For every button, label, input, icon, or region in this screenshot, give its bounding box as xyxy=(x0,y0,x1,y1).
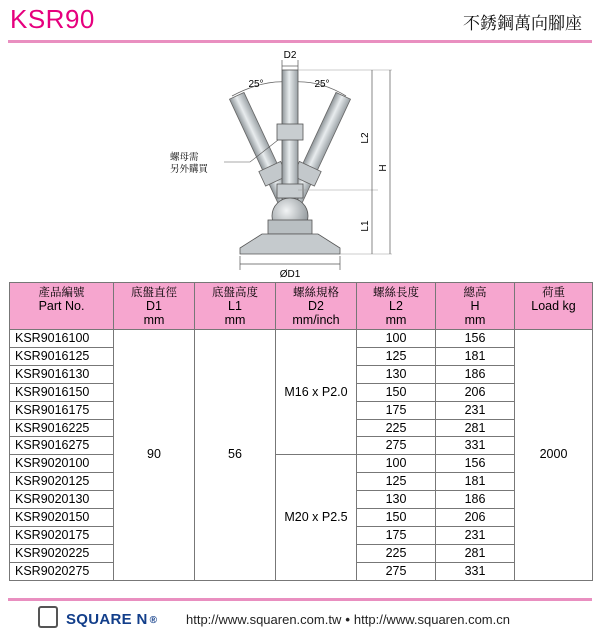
cell-h: 331 xyxy=(436,562,515,580)
cell-l2: 225 xyxy=(357,544,436,562)
link-cn[interactable]: http://www.squaren.com.cn xyxy=(353,612,510,627)
cell-h: 331 xyxy=(436,437,515,455)
ball-housing xyxy=(268,220,312,234)
cell-l2: 125 xyxy=(357,473,436,491)
cell-part-no: KSR9016130 xyxy=(10,365,114,383)
product-title: 不銹鋼萬向腳座 xyxy=(463,14,582,34)
link-tw[interactable]: http://www.squaren.com.tw xyxy=(186,612,342,627)
brand-name: SQUARE N ® xyxy=(66,611,158,628)
cell-l2: 130 xyxy=(357,491,436,509)
header-l1: 底盤高度 L1 mm xyxy=(195,283,276,330)
cell-h: 206 xyxy=(436,509,515,527)
footer-links: http://www.squaren.com.tw • http://www.squaren.com.cn xyxy=(186,612,510,627)
cell-l2: 125 xyxy=(357,347,436,365)
header-d1: 底盤直徑 D1 mm xyxy=(114,283,195,330)
cell-part-no: KSR9020100 xyxy=(10,455,114,473)
cell-h: 156 xyxy=(436,455,515,473)
cell-h: 231 xyxy=(436,526,515,544)
label-angle-left: 25° xyxy=(248,79,264,90)
cell-l2: 100 xyxy=(357,330,436,348)
technical-drawing xyxy=(0,44,600,280)
header-d2: 螺絲規格 D2 mm/inch xyxy=(276,283,357,330)
cell-part-no: KSR9016275 xyxy=(10,437,114,455)
cell-h: 281 xyxy=(436,544,515,562)
label-h: H xyxy=(378,164,389,172)
model-title: KSR90 xyxy=(10,4,95,34)
table-row xyxy=(10,330,593,348)
cell-part-no: KSR9016225 xyxy=(10,419,114,437)
header-load: 荷重 Load kg xyxy=(515,283,593,330)
label-d2: D2 xyxy=(283,50,297,61)
table-row xyxy=(10,455,593,473)
cell-d1: 90 xyxy=(114,330,195,581)
table-header-row xyxy=(10,283,593,330)
header-l2: 螺絲長度 L2 mm xyxy=(357,283,436,330)
cell-part-no: KSR9020175 xyxy=(10,526,114,544)
cell-part-no: KSR9020225 xyxy=(10,544,114,562)
label-angle-right: 25° xyxy=(314,79,330,90)
header-part-no: 產品編號 Part No. xyxy=(10,283,114,330)
cell-part-no: KSR9020130 xyxy=(10,491,114,509)
cell-l1: 56 xyxy=(195,330,276,581)
cell-l2: 175 xyxy=(357,526,436,544)
cell-h: 186 xyxy=(436,491,515,509)
spec-table xyxy=(9,282,593,581)
label-l2: L2 xyxy=(360,132,371,144)
cell-h: 181 xyxy=(436,473,515,491)
header xyxy=(0,0,600,42)
cell-l2: 275 xyxy=(357,437,436,455)
hex-nut-upper xyxy=(277,124,303,140)
cell-l2: 150 xyxy=(357,383,436,401)
cell-part-no: KSR9016150 xyxy=(10,383,114,401)
table-body xyxy=(10,330,593,581)
footer-divider xyxy=(8,598,592,601)
base-plate xyxy=(240,234,340,254)
note-nut-line1: 螺母需 xyxy=(170,152,199,163)
cell-h: 281 xyxy=(436,419,515,437)
cell-l2: 150 xyxy=(357,509,436,527)
cell-part-no: KSR9020150 xyxy=(10,509,114,527)
brand-logo-icon xyxy=(38,606,58,628)
cell-part-no: KSR9016175 xyxy=(10,401,114,419)
note-nut-line2: 另外購買 xyxy=(170,164,209,175)
label-d1: ØD1 xyxy=(279,269,301,280)
cell-l2: 175 xyxy=(357,401,436,419)
cell-thread: M20 x P2.5 xyxy=(276,455,357,580)
cell-part-no: KSR9020125 xyxy=(10,473,114,491)
cell-h: 231 xyxy=(436,401,515,419)
cell-l2: 275 xyxy=(357,562,436,580)
cell-part-no: KSR9016100 xyxy=(10,330,114,348)
cell-part-no: KSR9016125 xyxy=(10,347,114,365)
cell-l2: 100 xyxy=(357,455,436,473)
header-divider xyxy=(8,40,592,43)
cell-h: 181 xyxy=(436,347,515,365)
header-h: 總高 H mm xyxy=(436,283,515,330)
cell-l2: 225 xyxy=(357,419,436,437)
cell-h: 156 xyxy=(436,330,515,348)
cell-h: 186 xyxy=(436,365,515,383)
cell-part-no: KSR9020275 xyxy=(10,562,114,580)
cell-load: 2000 xyxy=(515,330,593,581)
label-l1: L1 xyxy=(360,220,371,232)
cell-thread: M16 x P2.0 xyxy=(276,330,357,455)
cell-h: 206 xyxy=(436,383,515,401)
cell-l2: 130 xyxy=(357,365,436,383)
hex-nut-lower xyxy=(277,184,303,198)
